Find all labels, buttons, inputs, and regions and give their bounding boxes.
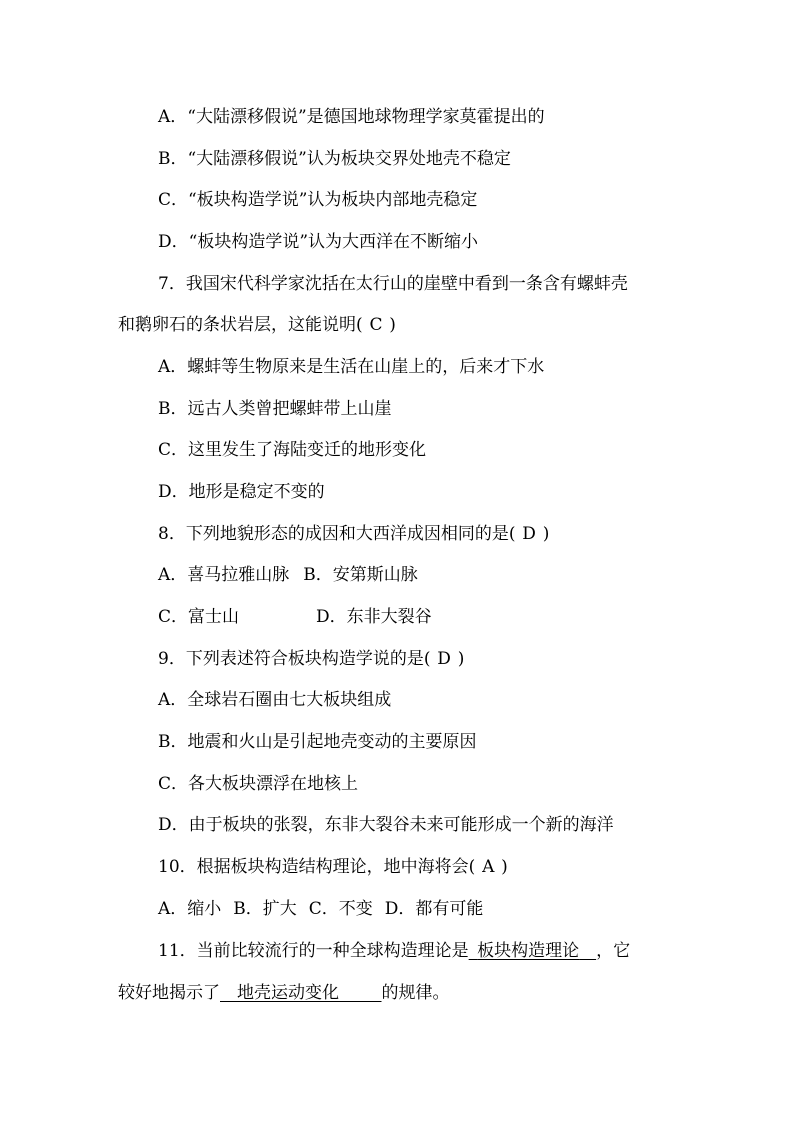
q10-answer: A <box>482 857 495 877</box>
q8-stem <box>158 523 549 545</box>
q11-blank-1-answer: 板块构造理论 <box>477 941 580 961</box>
q11-stem-text: 11．当前比较流行的一种全球构造理论是 <box>158 941 469 961</box>
q10-option-b: B．扩大 <box>233 899 297 919</box>
q9-option-c: C．各大板块漂浮在地核上 <box>158 774 359 794</box>
q9-option-b: B．地震和火山是引起地壳变动的主要原因 <box>158 732 477 752</box>
q10-option-c: C．不变 <box>308 899 373 919</box>
q10-stem-text: 10．根据板块构造结构理论，地中海将会( <box>158 857 476 877</box>
q8-option-b: B．安第斯山脉 <box>303 565 418 585</box>
q7-option-d: D．地形是稳定不变的 <box>158 482 325 502</box>
q6-option-a: A．“大陆漂移假说”是德国地球物理学家莫霍提出的 <box>158 107 545 127</box>
q8-option-a: A．喜马拉雅山脉 <box>158 565 290 585</box>
q11-stem-end: 的规律。 <box>381 983 450 1003</box>
q11-stem-line2 <box>118 982 450 1004</box>
q6-option-d: D．“板块构造学说”认为大西洋在不断缩小 <box>158 232 479 252</box>
q11-blank-2 <box>220 983 382 1003</box>
q11-blank-1 <box>469 941 597 961</box>
q7-stem-line1: 7．我国宋代科学家沈括在太行山的崖壁中看到一条含有螺蚌壳 <box>158 274 628 294</box>
q9-close-paren: ) <box>457 649 465 669</box>
q10-options <box>158 898 483 920</box>
q10-stem <box>158 856 508 878</box>
q10-close-paren: ) <box>501 857 508 877</box>
q7-answer: C <box>369 315 383 335</box>
q6-option-c: C．“板块构造学说”认为板块内部地壳稳定 <box>158 190 478 210</box>
q11-stem-mid: ，它 <box>596 941 631 961</box>
q8-answer: D <box>522 524 536 544</box>
q8-option-c: C．富士山 <box>158 607 240 627</box>
q9-stem <box>158 648 464 670</box>
q10-option-d: D．都有可能 <box>384 899 484 919</box>
q8-options-row1 <box>158 564 418 586</box>
q6-option-b: B．“大陆漂移假说”认为板块交界处地壳不稳定 <box>158 149 511 169</box>
q7-stem-line2 <box>118 314 396 336</box>
q8-options-row2 <box>158 606 432 628</box>
q9-answer: D <box>437 649 451 669</box>
q7-option-c: C．这里发生了海陆变迁的地形变化 <box>158 440 427 460</box>
q10-option-a: A．缩小 <box>158 899 222 919</box>
q8-option-d: D．东非大裂谷 <box>316 607 432 627</box>
q7-stem-text: 和鹅卵石的条状岩层，这能说明( <box>118 315 363 335</box>
q11-blank-2-answer: 地壳运动变化 <box>237 983 339 1003</box>
q9-option-a: A．全球岩石圈由七大板块组成 <box>158 690 392 710</box>
q11-stem-text-2: 较好地揭示了 <box>118 983 220 1003</box>
q7-option-b: B．远古人类曾把螺蚌带上山崖 <box>158 399 392 419</box>
q8-stem-text: 8．下列地貌形态的成因和大西洋成因相同的是( <box>158 524 516 544</box>
q7-close-paren: ) <box>389 315 396 335</box>
q8-close-paren: ) <box>542 524 550 544</box>
q11-stem-line1 <box>158 940 630 962</box>
q9-stem-text: 9．下列表述符合板块构造学说的是( <box>158 649 431 669</box>
q7-option-a: A．螺蚌等生物原来是生活在山崖上的，后来才下水 <box>158 357 545 377</box>
q9-option-d: D．由于板块的张裂，东非大裂谷未来可能形成一个新的海洋 <box>158 815 614 835</box>
